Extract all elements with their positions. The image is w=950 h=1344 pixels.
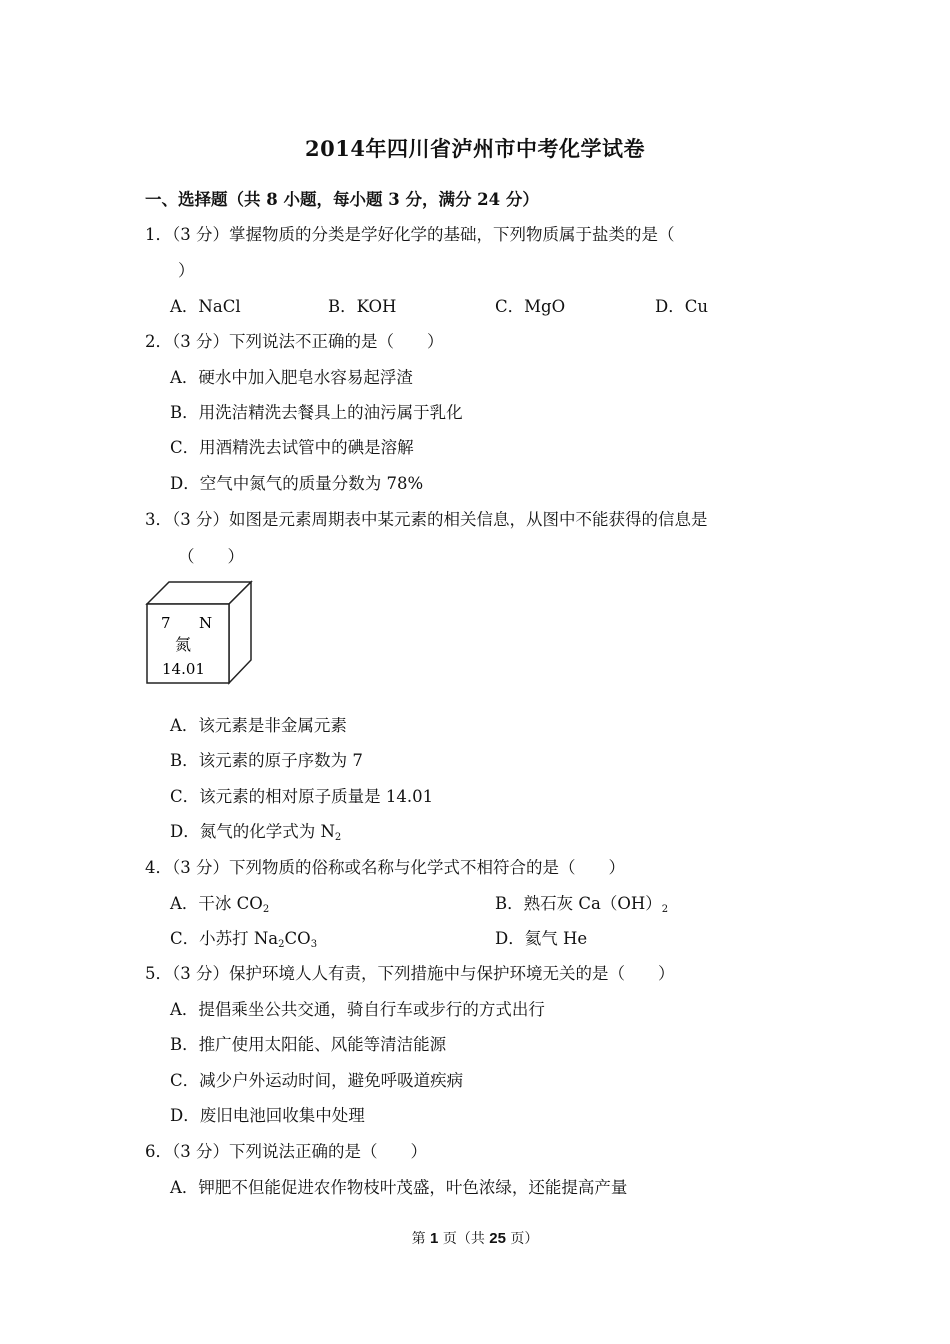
question-6-text: 6．（3 分）下列说法正确的是（ ） [145,1142,427,1161]
question-5-text: 5．（3 分）保护环境人人有责，下列措施中与保护环境无关的是（ ） [145,964,675,983]
q4-option-c: C．小苏打 $Na_2CO_3$ [170,929,318,950]
question-2-text: 2．（3 分）下列说法不正确的是（ ） [145,332,444,351]
q1-option-d: D．Cu [655,297,708,316]
section-heading: 一、选择题（共 8 小题，每小题 3 分，满分 24 分） [145,190,539,209]
q3-option-a: A．该元素是非金属元素 [170,716,347,735]
q4-option-d: D．氦气 He [495,929,588,948]
q3-option-c: C．该元素的相对原子质量是 14.01 [170,787,434,806]
current-page-number: 1 [430,1230,439,1247]
atomic-mass: 14.01 [162,660,205,678]
element-name: 氮 [175,635,192,654]
question-1-text: 1．（3 分）掌握物质的分类是学好化学的基础，下列物质属于盐类的是（ [145,225,675,244]
q2-option-c: C．用酒精洗去试管中的碘是溶解 [170,438,414,457]
q5-option-b: B．推广使用太阳能、风能等清洁能源 [170,1035,447,1054]
page-footer: 第 1 页（共 25 页） [411,1230,539,1247]
q1-option-b: B．KOH [328,297,397,316]
q5-option-a: A．提倡乘坐公共交通，骑自行车或步行的方式出行 [170,1000,545,1019]
q5-option-c: C．减少户外运动时间，避免呼吸道疾病 [170,1071,464,1090]
q4-option-b: B．熟石灰 $Ca(OH)_2$ [495,894,669,915]
q2-option-a: A．硬水中加入肥皂水容易起浮渣 [170,368,413,387]
question-3-continuation: （ ） [178,547,244,566]
question-4-text: 4．（3 分）下列物质的俗称或名称与化学式不相符合的是（ ） [145,858,625,877]
q5-option-d: D．废旧电池回收集中处理 [170,1106,365,1125]
q2-option-b: B．用洗洁精洗去餐具上的油污属于乳化 [170,403,463,422]
element-cube-figure [145,580,255,688]
q3-option-d: D．氮气的化学式为 $N_2$ [170,822,342,843]
page-title: 2014年四川省泸州市中考化学试卷 [305,136,645,161]
q4-option-a: A．干冰 $CO_2$ [170,894,270,915]
element-symbol: N [199,614,213,632]
atomic-number: 7 [161,614,171,632]
q2-option-d: D．空气中氮气的质量分数为 78% [170,474,424,493]
question-1-continuation: ） [178,261,195,280]
total-page-count: 25 [489,1230,506,1247]
question-3-text: 3．（3 分）如图是元素周期表中某元素的相关信息，从图中不能获得的信息是 [145,510,708,529]
q3-option-b: B．该元素的原子序数为 7 [170,751,363,770]
q6-option-a: A．钾肥不但能促进农作物枝叶茂盛，叶色浓绿，还能提高产量 [170,1178,628,1197]
q1-option-c: C．MgO [495,297,566,316]
q1-option-a: A．NaCl [170,297,241,316]
